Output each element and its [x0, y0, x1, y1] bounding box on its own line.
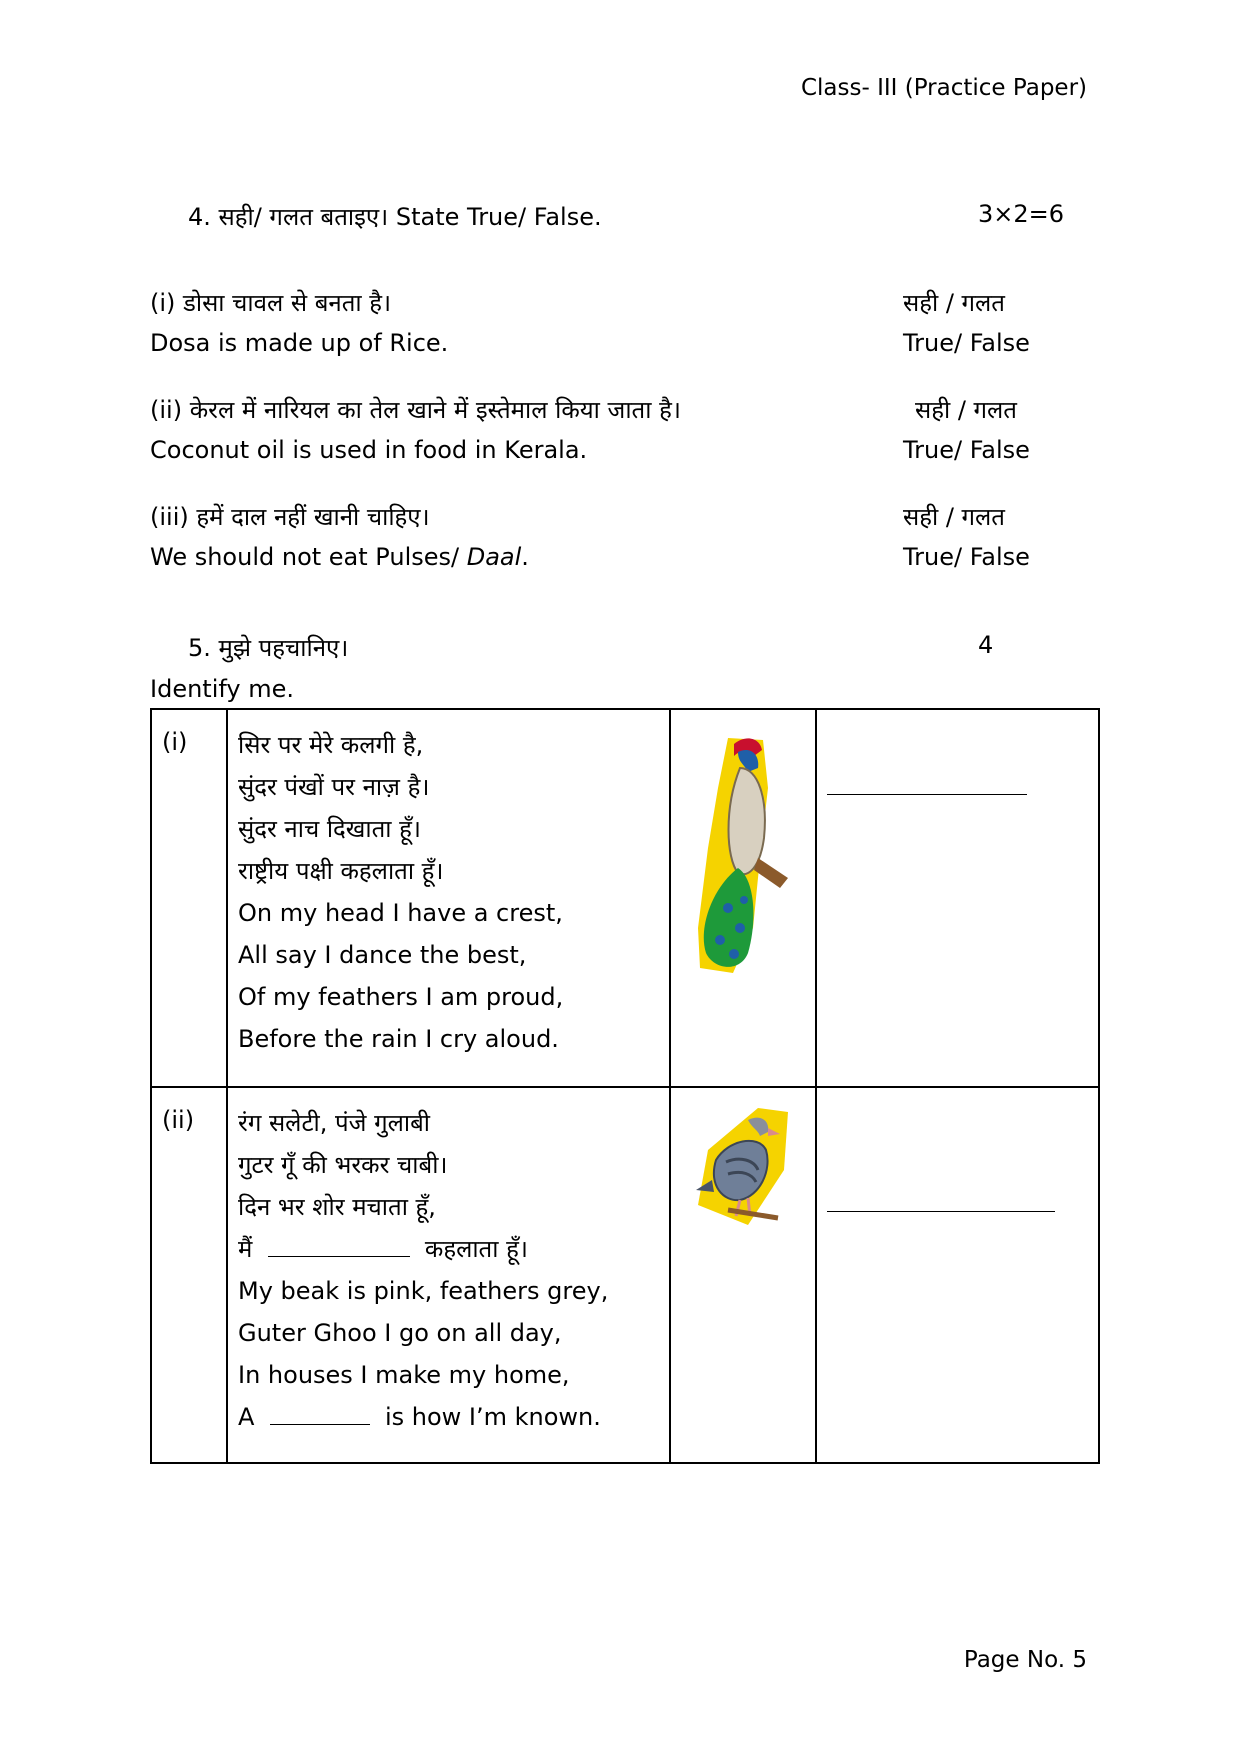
answer-blank[interactable] — [827, 794, 1027, 795]
q4-item-1-answer-hindi: सही / गलत — [903, 289, 1005, 317]
riddle-line: मैं कहलाता हूँ। — [238, 1228, 669, 1270]
q4-item-2-answer-english: True/ False — [903, 436, 1030, 464]
riddle-answer-cell — [816, 1087, 1099, 1463]
riddle-image-cell — [670, 1087, 816, 1463]
riddle-line: सिर पर मेरे कलगी है, — [238, 731, 424, 759]
riddle-line: राष्ट्रीय पक्षी कहलाता हूँ। — [238, 857, 444, 885]
q4-item-1-hindi: (i) डोसा चावल से बनता है। — [150, 289, 392, 317]
riddle-line: On my head I have a crest, — [238, 899, 563, 927]
riddle-line: In houses I make my home, — [238, 1361, 570, 1389]
q4-item-3-answer-english: True/ False — [903, 543, 1030, 571]
q4-item-3-hindi: (iii) हमें दाल नहीं खानी चाहिए। — [150, 503, 430, 531]
page-header: Class- III (Practice Paper) — [800, 75, 1087, 101]
q4-item-2-hindi: (ii) केरल में नारियल का तेल खाने में इस्तेमाल किया जाता है। — [150, 396, 681, 424]
riddle-image-cell — [670, 709, 816, 1087]
riddle-row — [151, 709, 1099, 1087]
question-4-title: 4. सही/ गलत बताइए। State True/ False. — [188, 203, 602, 231]
riddle-number: (ii) — [151, 1087, 227, 1463]
riddle-text — [227, 709, 670, 1087]
fill-blank[interactable] — [268, 1230, 410, 1257]
question-5-subtitle: Identify me. — [150, 675, 294, 703]
riddle-line: सुंदर नाच दिखाता हूँ। — [238, 815, 421, 843]
riddle-line: My beak is pink, feathers grey, — [238, 1277, 609, 1305]
q4-item-3-english: We should not eat Pulses/ Daal. — [150, 543, 529, 571]
question-5-title: 5. मुझे पहचानिए। — [188, 634, 349, 662]
question-5-marks: 4 — [978, 631, 994, 659]
answer-blank[interactable] — [827, 1211, 1055, 1212]
riddle-number: (i) — [151, 709, 227, 1087]
fill-blank[interactable] — [270, 1398, 370, 1425]
riddle-text — [227, 1087, 670, 1463]
pigeon-image — [688, 1100, 798, 1230]
q4-item-1-english: Dosa is made up of Rice. — [150, 329, 449, 357]
riddle-line: Of my feathers I am proud, — [238, 983, 564, 1011]
riddle-line: दिन भर शोर मचाता हूँ, — [238, 1193, 436, 1221]
riddle-line: A is how I’m known. — [238, 1396, 669, 1438]
riddle-answer-cell — [816, 709, 1099, 1087]
riddle-line: All say I dance the best, — [238, 941, 527, 969]
q4-item-1-answer-english: True/ False — [903, 329, 1030, 357]
riddle-row — [151, 1087, 1099, 1463]
riddle-line: सुंदर पंखों पर नाज़ है। — [238, 773, 430, 801]
q4-item-3-answer-hindi: सही / गलत — [903, 503, 1005, 531]
q4-item-2-english: Coconut oil is used in food in Kerala. — [150, 436, 588, 464]
riddle-line: रंग सलेटी, पंजे गुलाबी — [238, 1109, 431, 1137]
riddle-line: गुटर गूँ की भरकर चाबी। — [238, 1151, 448, 1179]
q4-item-2-answer-hindi: सही / गलत — [915, 396, 1017, 424]
riddle-line: Guter Ghoo I go on all day, — [238, 1319, 562, 1347]
page-number: Page No. 5 — [963, 1647, 1087, 1673]
riddle-line: Before the rain I cry aloud. — [238, 1025, 559, 1053]
riddle-table — [150, 708, 1100, 1464]
question-4-marks: 3×2=6 — [978, 200, 1065, 228]
peacock-image — [688, 728, 798, 978]
